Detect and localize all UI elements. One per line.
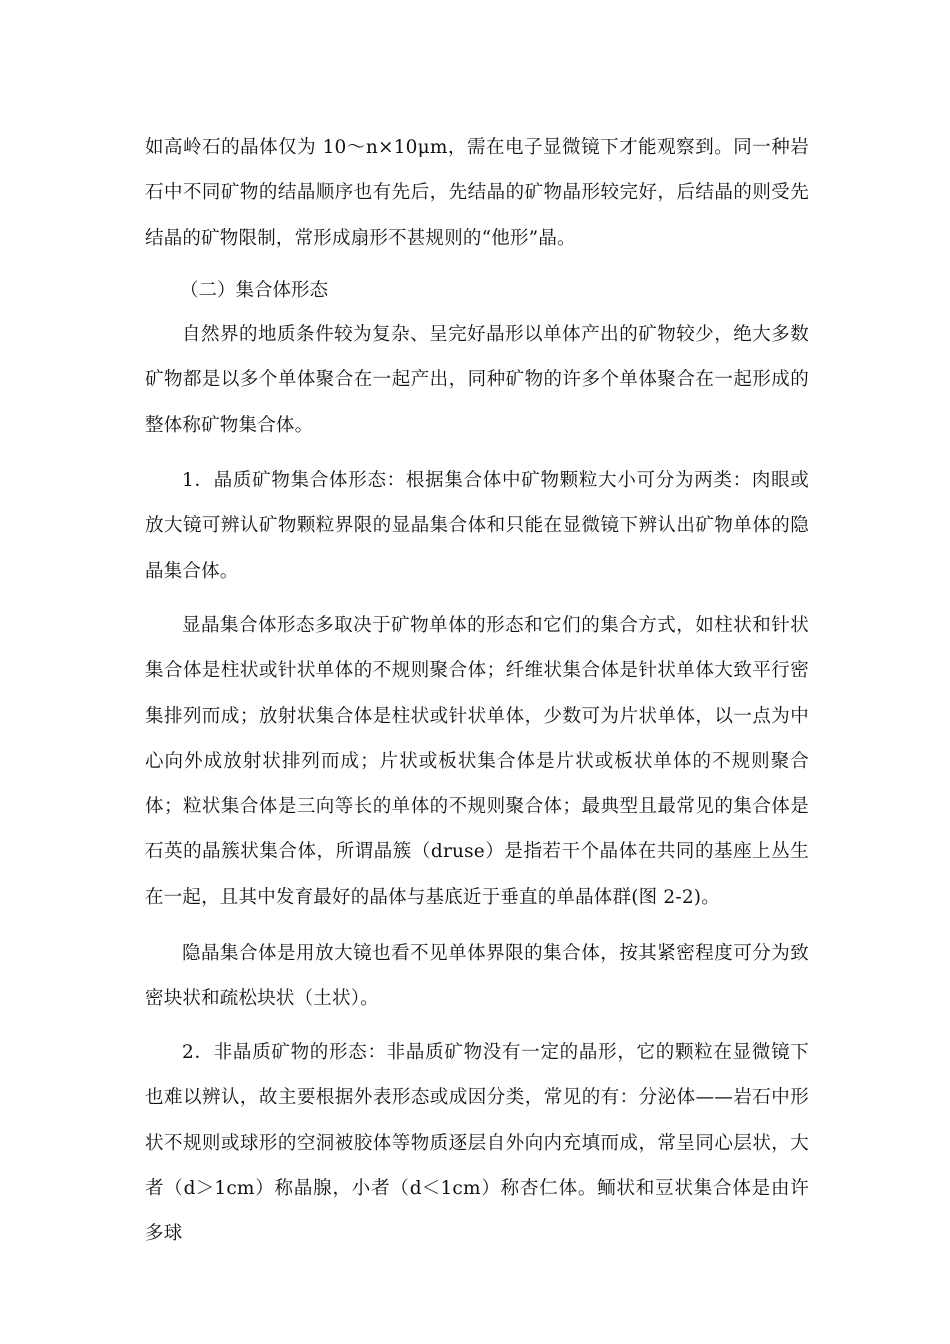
section-heading-aggregate-forms: （二）集合体形态 — [180, 280, 329, 301]
paragraph-kaolinite-crystals: 如高岭石的晶体仅为 10～n×10μm，需在电子显微镜下才能观察到。同一种岩石中不同矿物的结晶顺序也有先后，先结晶的矿物晶形较完好，后结晶的则受先结晶的矿物限制，常形成扇形不甚规则的“他形”晶。 — [145, 137, 809, 249]
paragraph-crystalline-aggregates: 1．晶质矿物集合体形态：根据集合体中矿物颗粒大小可分为两类：肉眼或放大镜可辨认矿物颗粒界限的显晶集合体和只能在显微镜下辨认出矿物单体的隐晶集合体。 — [145, 470, 809, 582]
paragraph-cryptocrystalline-aggregates: 隐晶集合体是用放大镜也看不见单体界限的集合体，按其紧密程度可分为致密块状和疏松块状（土状）。 — [145, 943, 809, 1010]
paragraph-phanerocrystalline-aggregates: 显晶集合体形态多取决于矿物单体的形态和它们的集合方式，如柱状和针状集合体是柱状或针状单体的不规则聚合体；纤维状集合体是针状单体大致平行密集排列而成；放射状集合体是柱状或针状单体，少数可为片状单体，以一点为中心向外成放射状排列而成；片状或板状集合体是片状或板状单体的不规则聚合体；粒状集合体是三向等长的单体的不规则聚合体；最典型且最常见的集合体是石英的晶簇状集合体，所谓晶簇（druse）是指若干个晶体在共同的基座上丛生在一起，且其中发育最好的晶体与基底近于垂直的单晶体群(图 2-2)。 — [145, 615, 809, 908]
paragraph-mineral-aggregate-definition: 自然界的地质条件较为复杂、呈完好晶形以单体产出的矿物较少，绝大多数矿物都是以多个单体聚合在一起产出，同种矿物的许多个单体聚合在一起形成的整体称矿物集合体。 — [145, 324, 809, 436]
paragraph-amorphous-mineral-forms: 2．非晶质矿物的形态：非晶质矿物没有一定的晶形，它的颗粒在显微镜下也难以辨认，故主要根据外表形态或成因分类，常见的有：分泌体——岩石中形状不规则或球形的空洞被胶体等物质逐层自外向内充填而成，常呈同心层状，大者（d＞1cm）称晶腺，小者（d＜1cm）称杏仁体。鲕状和豆状集合体是由许多球 — [145, 1042, 809, 1245]
